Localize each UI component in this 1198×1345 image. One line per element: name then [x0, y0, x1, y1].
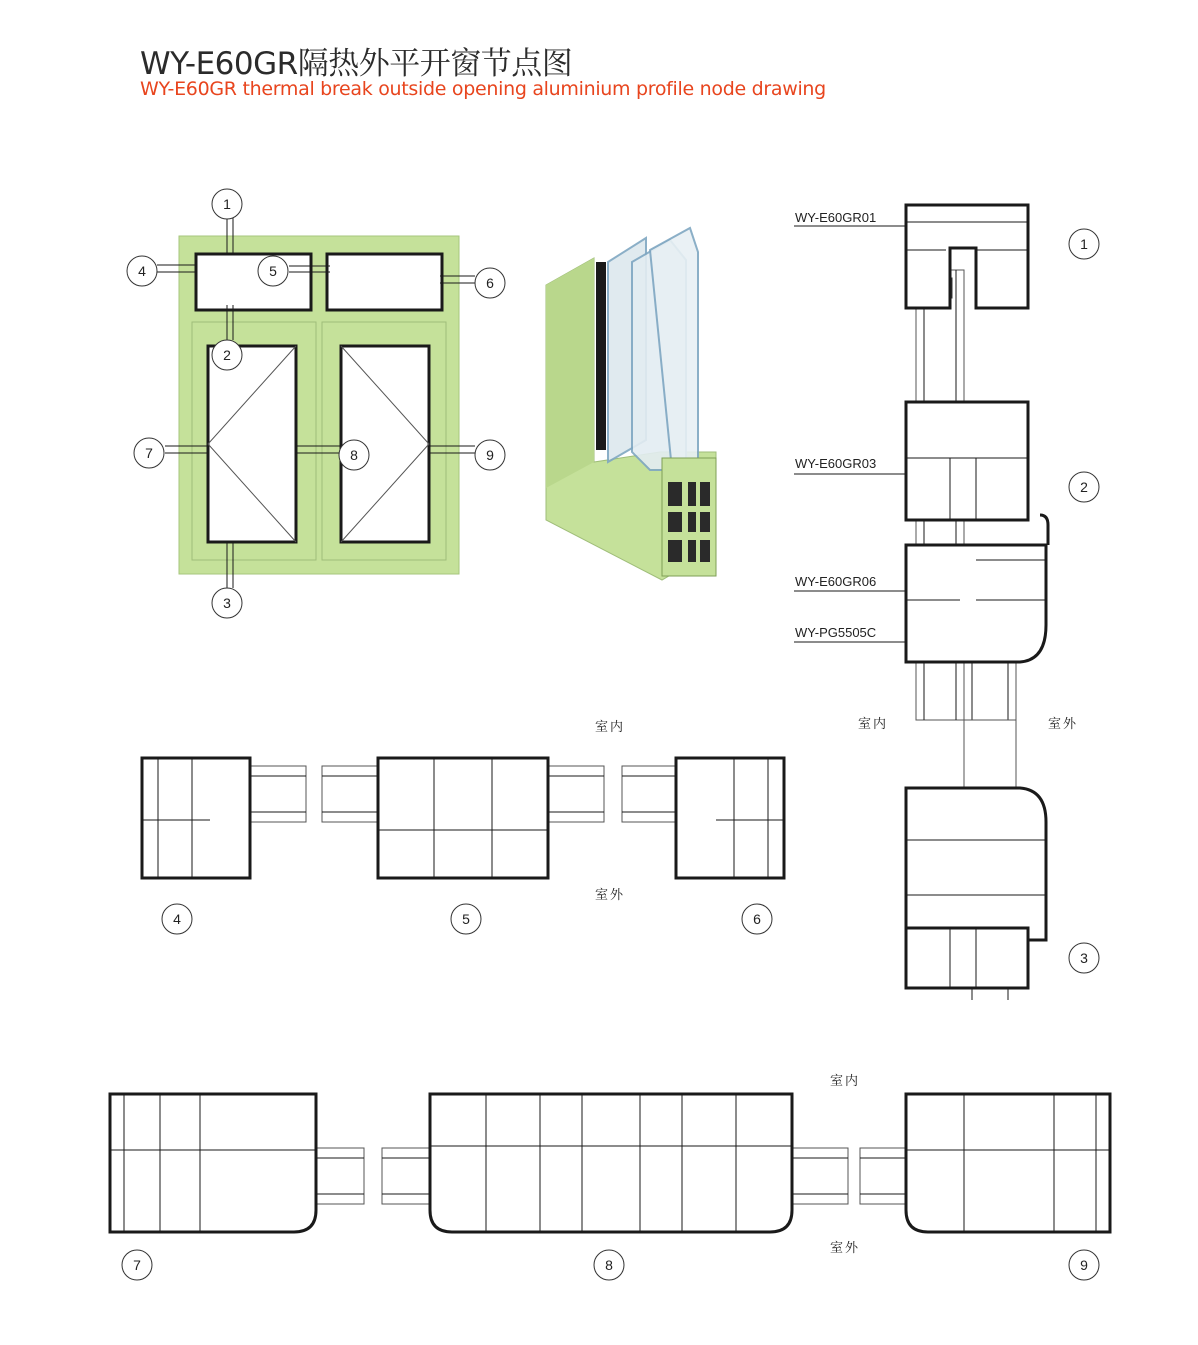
indoor-label-lower: 室内 — [830, 1074, 861, 1089]
callout-8 — [339, 440, 369, 470]
svg-text:9: 9 — [1080, 1257, 1088, 1273]
page-subtitle: WY-E60GR thermal break outside opening aluminium profile node drawing — [140, 78, 826, 100]
section-callout-7 — [122, 1250, 152, 1280]
callout-2 — [212, 340, 242, 370]
callout-3 — [212, 588, 242, 618]
svg-text:4: 4 — [173, 911, 181, 927]
svg-text:5: 5 — [269, 263, 277, 279]
svg-text:6: 6 — [753, 911, 761, 927]
profile-label-e60gr01: WY-E60GR01 — [795, 210, 877, 225]
section-callout-3 — [1069, 943, 1099, 973]
lower-callouts — [122, 1250, 1099, 1280]
callout-7 — [134, 438, 164, 468]
profile-3d-sample — [546, 228, 716, 580]
outdoor-label-lower: 室外 — [830, 1241, 861, 1256]
page-title: WY-E60GR隔热外平开窗节点图 — [140, 46, 573, 82]
profile-label-e60gr06: WY-E60GR06 — [795, 574, 877, 589]
section-callout-8 — [594, 1250, 624, 1280]
callout-6 — [475, 268, 505, 298]
callout-9 — [475, 440, 505, 470]
svg-text:8: 8 — [350, 447, 358, 463]
outdoor-label-upper: 室外 — [595, 888, 626, 903]
section-callout-9 — [1069, 1250, 1099, 1280]
svg-text:5: 5 — [462, 911, 470, 927]
svg-text:9: 9 — [486, 447, 494, 463]
section-callout-5 — [451, 904, 481, 934]
upper-callouts — [162, 904, 772, 934]
horizontal-section-upper — [142, 758, 784, 878]
window-elevation — [157, 218, 475, 588]
section-callout-4 — [162, 904, 192, 934]
svg-text:7: 7 — [145, 445, 153, 461]
svg-text:4: 4 — [138, 263, 146, 279]
vertical-section — [794, 205, 1048, 1000]
horizontal-section-lower — [110, 1094, 1110, 1232]
callout-1 — [212, 189, 242, 219]
svg-text:1: 1 — [223, 196, 231, 212]
svg-text:2: 2 — [223, 347, 231, 363]
svg-text:2: 2 — [1080, 479, 1088, 495]
svg-text:1: 1 — [1080, 236, 1088, 252]
svg-text:8: 8 — [605, 1257, 613, 1273]
section-callout-1 — [1069, 229, 1099, 259]
svg-text:7: 7 — [133, 1257, 141, 1273]
indoor-label-upper: 室内 — [595, 720, 626, 735]
outdoor-label-vertical: 室外 — [1048, 717, 1079, 732]
callout-4 — [127, 256, 157, 286]
svg-text:3: 3 — [223, 595, 231, 611]
indoor-label-vertical: 室内 — [858, 717, 889, 732]
svg-text:3: 3 — [1080, 950, 1088, 966]
callout-5 — [258, 256, 288, 286]
profile-label-e60gr03: WY-E60GR03 — [795, 456, 877, 471]
svg-text:6: 6 — [486, 275, 494, 291]
section-callout-6 — [742, 904, 772, 934]
profile-label-pg5505c: WY-PG5505C — [795, 625, 877, 640]
section-callout-2 — [1069, 472, 1099, 502]
vertical-callouts — [1069, 229, 1099, 973]
